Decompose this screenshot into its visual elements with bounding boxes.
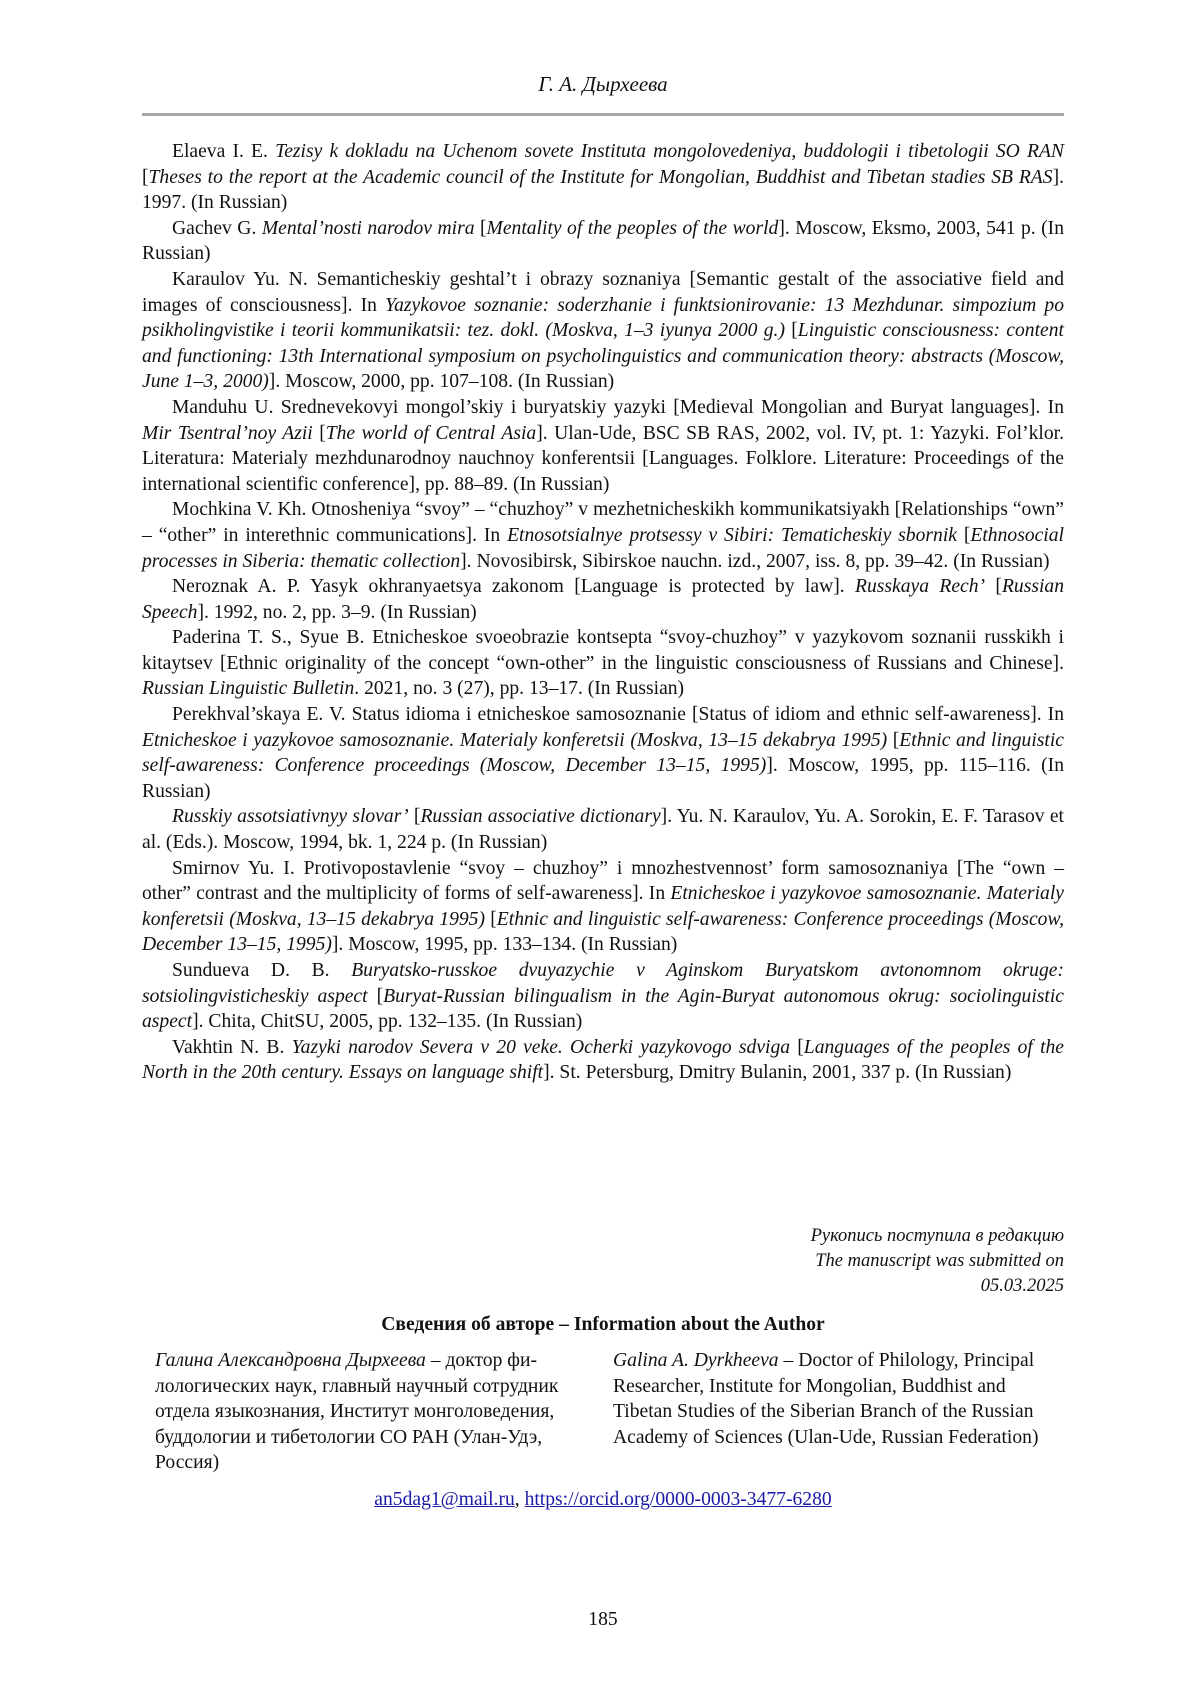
reference-entry: Neroznak A. P. Yasyk okhranyaetsya zakonom [Language is protected by law]. Russkaya Rech’ [Russian Speech]. 1992, no. 2, pp. 3–9. (In Russian) — [142, 576, 1064, 623]
reference-entry: Manduhu U. Srednevekovyi mongol’skiy i buryatskiy yazyki [Medieval Mongolian and Buryat languages]. In Mir Tsentral’noy Azii [The world of Central Asia]. Ulan-Ude, BSC SB RAS, 2002, vol. IV, pt. 1: Yazyki. Fol’klor. Literatura: Materialy mezhdunarodnoy nauchnoy konferentsii [Languages. Folklore. Literature: Proceedings of the international scientific conference], pp. 88–89. (In Russian) — [142, 396, 1064, 495]
reference-title: Etnosotsialnye protsessy v Sibiri: Tematicheskiy sbornik — [507, 524, 957, 546]
author-email-link[interactable]: an5dag1@mail.ru — [374, 1489, 515, 1510]
received-date: 05.03.2025 — [980, 1276, 1064, 1296]
reference-title-translation: Buryat-Russian bilingualism in the Agin-Buryat autonomous okrug: sociolinguistic aspect — [142, 985, 1064, 1033]
header-rule — [142, 113, 1064, 116]
received-note — [600, 1224, 1064, 1299]
reference-author: Elaeva I. E. — [172, 141, 276, 162]
reference-imprint: ]. Ulan-Ude, BSC SB RAS, 2002, vol. IV, pt. 1: Yazyki. Fol’klor. Literatura: Materialy mezhdunarodnoy nauchnoy konferentsii [Languages. Folklore. Literature: Proceedings of the international scientific conference], pp. 88–89. (In Russian) — [142, 422, 1064, 495]
reference-title: Russian Linguistic Bulletin — [142, 678, 355, 700]
reference-imprint: ]. Moscow, 1995, pp. 133–134. (In Russian) — [331, 934, 678, 956]
reference-author: Gachev G. — [172, 217, 262, 239]
received-line-en: The manuscript was submitted on — [815, 1251, 1064, 1271]
reference-imprint: ]. Moscow, 2000, pp. 107–108. (In Russian) — [268, 371, 615, 393]
reference-title: Russkiy assotsiativnyy slovar’ — [172, 806, 409, 828]
author-name-en: Galina A. Dyrkheeva — [613, 1350, 779, 1371]
author-info-ru — [155, 1348, 591, 1476]
reference-entry — [142, 625, 1064, 702]
reference-entry: Karaulov Yu. N. Semanticheskiy geshtal’t i obrazy soznaniya [Semantic gestalt of the associative field and images of consciousness]. In Yazykovoe soznanie: soderzhanie i funktsionirovanie: 13 Mezhdunar. simpozium po psikholingvistike i teorii kommunikatsii: tez. dokl. (Moskva, 1–3 iyunya 2000 g.) [Linguistic consciousness: content and functioning: 13th International symposium on psycholinguistics and communication theory: abstracts (Moscow, June 1–3, 2000)]. Moscow, 2000, pp. 107–108. (In Russian) — [142, 268, 1064, 393]
reference-author: Paderina T. S., Syue B. Etnicheskoe svoeobrazie kontsepta “svoy-chuzhoy” v yazykovom soznanii russkikh i kitaytsev [Ethnic originality of the concept “own-other” in the linguistic consciousness of Russians and Chinese]. — [142, 627, 1064, 674]
reference-title-translation: Mentality of the peoples of the world — [486, 217, 779, 239]
reference-imprint: ]. Moscow, Eksmo, 2003, 541 p. (In Russian) — [142, 217, 1065, 265]
author-description-ru: – доктор филологических наук, главный научный сотрудник отдела языкознания, Институт монголоведения, буддологии и тибетологии СО РАН (Улан-Удэ, Россия) — [155, 1350, 559, 1473]
reference-title-translation: Ethnosocial processes in Siberia: thematic collection — [142, 524, 1064, 572]
running-head: Г. А. Дырхеева — [538, 72, 668, 96]
author-name-ru: Галина Александровна Дырхеева — [155, 1350, 426, 1371]
reference-author: Smirnov Yu. I. Protivopostavlenie “svoy – chuzhoy” i mnozhestvennost’ form samosoznaniya [The “own – other” contrast and the multiplicity of forms of self-awareness]. In — [142, 857, 1064, 905]
reference-entry: Vakhtin N. B. Yazyki narodov Severa v 20 veke. Ocherki yazykovogo sdviga [Languages of the peoples of the North in the 20th century. Essays on language shift]. St. Petersburg, Dmitry Bulanin, 2001, 337 p. (In Russian) — [142, 1036, 1065, 1084]
reference-title: Russkaya Rech’ — [855, 576, 986, 598]
reference-title-translation: Ethnic and linguistic self-awareness: Conference proceedings (Moscow, December 13–15, 1995) — [142, 729, 1064, 777]
reference-entry: Russkiy assotsiativnyy slovar’ [Russian associative dictionary]. Yu. N. Karaulov, Yu. A. Sorokin, E. F. Tarasov et al. (Eds.). Moscow, 1994, bk. 1, 224 p. (In Russian) — [142, 806, 1064, 854]
reference-title-translation: Russian Speech — [142, 576, 1064, 623]
reference-entry: Gachev G. Mental’nosti narodov mira [Mentality of the peoples of the world]. Moscow, Eksmo, 2003, 541 p. (In Russian) — [142, 217, 1065, 265]
reference-imprint: ]. Moscow, 1995, pp. 115–116. (In Russian) — [142, 755, 1064, 802]
reference-title-translation: The world of Central Asia — [325, 422, 537, 444]
reference-imprint: ]. Yu. N. Karaulov, Yu. A. Sorokin, E. F. Tarasov et al. (Eds.). Moscow, 1994, bk. 1, 224 p. (In Russian) — [142, 806, 1064, 854]
reference-entry: Sundueva D. B. Buryatsko-russkoe dvuyazychie v Aginskom Buryatskom avtonomnom okruge: sotsiolingvisticheskiy aspect [Buryat-Russian bilingualism in the Agin-Buryat autonomous okrug: sociolinguistic aspect]. Chita, ChitSU, 2005, pp. 132–135. (In Russian) — [142, 960, 1064, 1033]
page-number: 185 — [588, 1609, 618, 1630]
reference-title-translation: Linguistic consciousness: content and functioning: 13th International symposium on psycholinguistics and communication theory: abstracts (Moscow, June 1–3, 2000) — [142, 320, 1064, 393]
reference-list — [142, 139, 1064, 1086]
reference-author: Mochkina V. Kh. Otnosheniya “svoy” – “chuzhoy” v mezhetnicheskikh kommunikatsiyakh [Relationships “own” – “other” in interethnic communications]. In — [142, 499, 1064, 546]
reference-title-translation: Russian associative dictionary — [420, 806, 661, 828]
reference-title: Yazyki narodov Severa v 20 veke. Ocherki yazykovogo sdviga — [291, 1036, 791, 1058]
reference-title: Buryatsko-russkoe dvuyazychie v Aginskom Buryatskom avtonomnom okruge: sotsiolingvisticheskiy aspect — [142, 960, 1064, 1007]
reference-title-translation: Theses to the report at the Academic council of the Institute for Mongolian, Buddhist and Tibetan stadies SB RAS — [148, 166, 1053, 188]
reference-author: Vakhtin N. B. — [172, 1036, 292, 1058]
reference-imprint: . 2021, no. 3 (27), pp. 13–17. (In Russian) — [354, 678, 685, 700]
reference-title: Etnicheskoe i yazykovoe samosoznanie. Materialy konferetsii (Moskva, 13–15 dekabrya 1995) — [142, 883, 1064, 930]
author-info-heading: Сведения об авторе – Information about the Author — [381, 1314, 825, 1335]
reference-author: Perekhval’skaya E. V. Status idioma i etnicheskoe samosoznanie [Status of idiom and ethnic self-awareness]. In — [172, 704, 1064, 726]
author-info-en — [613, 1348, 1064, 1450]
reference-imprint: ]. 1992, no. 2, pp. 3–9. (In Russian) — [197, 601, 477, 623]
reference-title: Mental’nosti narodov mira — [261, 217, 475, 239]
reference-imprint: ]. St. Petersburg, Dmitry Bulanin, 2001, 337 p. (In Russian) — [543, 1062, 1012, 1084]
author-contacts — [142, 1489, 1064, 1511]
reference-imprint: ]. Novosibirsk, Sibirskoe nauchn. izd., 2007, iss. 8, pp. 39–42. (In Russian) — [460, 550, 1050, 572]
reference-author: Karaulov Yu. N. Semanticheskiy geshtal’t i obrazy soznaniya [Semantic gestalt of the associative field and images of consciousness]. In — [142, 268, 1064, 316]
reference-author: Sundueva D. B. — [172, 960, 352, 981]
reference-title-translation: Ethnic and linguistic self-awareness: Conference proceedings (Moscow, December 13–15, 1995) — [142, 908, 1064, 956]
reference-entry: Smirnov Yu. I. Protivopostavlenie “svoy – chuzhoy” i mnozhestvennost’ form samosoznaniya [The “own – other” contrast and the multiplicity of forms of self-awareness]. In Etnicheskoe i yazykovoe samosoznanie. Materialy konferetsii (Moskva, 13–15 dekabrya 1995) [Ethnic and linguistic self-awareness: Conference proceedings (Moscow, December 13–15, 1995)]. Moscow, 1995, pp. 133–134. (In Russian) — [142, 857, 1064, 956]
reference-title: Tezisy k dokladu na Uchenom sovete Instituta mongolovedeniya, buddologii i tibetologii SO RAN — [275, 141, 1064, 162]
author-orcid-link[interactable]: https://orcid.org/0000-0003-3477-6280 — [524, 1489, 832, 1510]
reference-entry: Elaeva I. E. Tezisy k dokladu na Uchenom sovete Instituta mongolovedeniya, buddologii i tibetologii SO RAN [Theses to the report at the Academic council of the Institute for Mongolian, Buddhist and Tibetan stadies SB RAS]. 1997. (In Russian) — [142, 141, 1064, 214]
reference-author: Manduhu U. Srednevekovyi mongol’skiy i buryatskiy yazyki [Medieval Mongolian and Buryat languages]. In — [172, 396, 1064, 418]
reference-imprint: ]. Chita, ChitSU, 2005, pp. 132–135. (In Russian) — [192, 1011, 583, 1033]
received-line-ru: Рукопись поступила в редакцию — [810, 1226, 1064, 1246]
reference-title: Etnicheskoe i yazykovoe samosoznanie. Materialy konferetsii (Moskva, 13–15 dekabrya 1995) — [142, 729, 888, 751]
reference-title: Mir Tsentral’noy Azii — [142, 422, 313, 444]
reference-entry: Mochkina V. Kh. Otnosheniya “svoy” – “chuzhoy” v mezhetnicheskikh kommunikatsiyakh [Relationships “own” – “other” in interethnic communications]. In Etnosotsialnye protsessy v Sibiri: Tematicheskiy sbornik [Ethnosocial processes in Siberia: thematic collection]. Novosibirsk, Sibirskoe nauchn. izd., 2007, iss. 8, pp. 39–42. (In Russian) — [142, 499, 1064, 572]
reference-author: Neroznak A. P. Yasyk okhranyaetsya zakonom [Language is protected by law]. — [172, 576, 855, 598]
reference-entry: Perekhval’skaya E. V. Status idioma i etnicheskoe samosoznanie [Status of idiom and ethnic self-awareness]. In Etnicheskoe i yazykovoe samosoznanie. Materialy konferetsii (Moskva, 13–15 dekabrya 1995) [Ethnic and linguistic self-awareness: Conference proceedings (Moscow, December 13–15, 1995)]. Moscow, 1995, pp. 115–116. (In Russian) — [142, 704, 1064, 802]
author-description-en: – Doctor of Philology, Principal Researcher, Institute for Mongolian, Buddhist and Tibetan Studies of the Siberian Branch of the Russian Academy of Sciences (Ulan-Ude, Russian Federation) — [613, 1350, 1039, 1448]
reference-title-translation: Languages of the peoples of the North in the 20th century. Essays on language shift — [142, 1036, 1065, 1084]
contacts-separator: , — [514, 1489, 525, 1510]
reference-title: Yazykovoe soznanie: soderzhanie i funktsionirovanie: 13 Mezhdunar. simpozium po psikholingvistike i teorii kommunikatsii: tez. dokl. (Moskva, 1–3 iyunya 2000 g.) — [142, 294, 1064, 342]
reference-imprint: ]. 1997. (In Russian) — [142, 166, 1064, 214]
